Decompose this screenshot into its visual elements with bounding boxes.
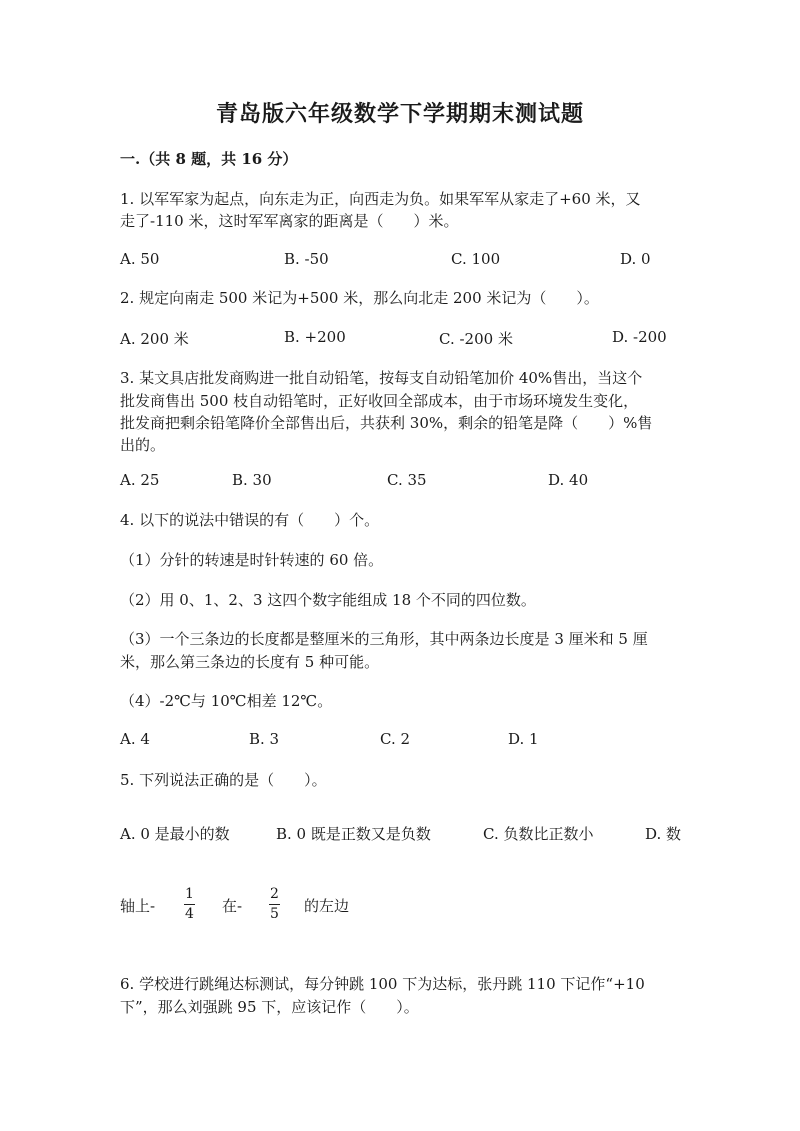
question-3-line-1: 3. 某文具店批发商购进一批自动铅笔，按每支自动铅笔加价 40%售出，当这个 (120, 369, 643, 387)
q4-statement-1: （1）分针的转速是时针转速的 60 倍。 (120, 551, 384, 569)
q5-option-d-prefix: 轴上- (120, 897, 156, 915)
question-1-line-2: 走了-110 米，这时军军离家的距离是（ ）米。 (120, 212, 459, 230)
q5-option-a: A. 0 是最小的数 (120, 825, 230, 843)
question-6-line-2: 下”，那么刘强跳 95 下，应该记作（ ）。 (120, 998, 419, 1016)
fraction-1-denominator: 4 (185, 906, 194, 922)
question-3-line-4: 出的。 (120, 436, 166, 454)
q4-option-b: B. 3 (249, 730, 280, 748)
q1-option-a: A. 50 (120, 250, 160, 268)
fraction-one-quarter (184, 886, 195, 922)
q3-option-a: A. 25 (120, 471, 160, 489)
q2-option-d: D. -200 (612, 328, 667, 346)
question-3-line-3: 批发商把剩余铅笔降价全部售出后，共获利 30%，剩余的铅笔是降（ ）%售 (120, 414, 653, 432)
q4-option-d: D. 1 (508, 730, 539, 748)
q1-option-b: B. -50 (284, 250, 329, 268)
q4-statement-3-line-1: （3）一个三条边的长度都是整厘米的三角形，其中两条边长度是 3 厘米和 5 厘 (120, 630, 648, 648)
section-header: 一.（共 8 题，共 16 分） (120, 150, 298, 168)
question-1-line-1: 1. 以军军家为起点，向东走为正，向西走为负。如果军军从家走了+60 米，又 (120, 190, 641, 208)
q5-option-d-suffix: 的左边 (304, 897, 350, 915)
q1-option-c: C. 100 (451, 250, 501, 268)
fraction-1-numerator: 1 (185, 886, 194, 902)
q2-option-c: C. -200 米 (439, 330, 513, 348)
q4-option-a: A. 4 (120, 730, 150, 748)
question-2-line-1: 2. 规定向南走 500 米记为+500 米，那么向北走 200 米记为（ ）。 (120, 289, 599, 307)
q3-option-c: C. 35 (387, 471, 427, 489)
q2-option-a: A. 200 米 (120, 330, 189, 348)
q3-option-b: B. 30 (232, 471, 272, 489)
q5-option-d: D. 数 (645, 825, 682, 843)
fraction-2-denominator: 5 (270, 906, 279, 922)
question-3-line-2: 批发商售出 500 枝自动铅笔时，正好收回全部成本，由于市场环境发生变化， (120, 392, 639, 410)
fraction-1-bar (184, 904, 195, 905)
fraction-2-bar (269, 904, 280, 905)
question-6-line-1: 6. 学校进行跳绳达标测试，每分钟跳 100 下为达标，张丹跳 110 下记作“+10 (120, 975, 645, 993)
q5-option-d-middle: 在- (222, 897, 243, 915)
question-4-line-1: 4. 以下的说法中错误的有（ ）个。 (120, 511, 380, 529)
q5-option-c: C. 负数比正数小 (483, 825, 594, 843)
fraction-two-fifths (269, 886, 280, 922)
q4-statement-2: （2）用 0、1、2、3 这四个数字能组成 18 个不同的四位数。 (120, 591, 536, 609)
page-title: 青岛版六年级数学下学期期末测试题 (215, 101, 584, 127)
q1-option-d: D. 0 (620, 250, 651, 268)
q4-statement-4: （4）-2℃与 10℃相差 12℃。 (120, 692, 333, 710)
q4-option-c: C. 2 (380, 730, 411, 748)
question-5-line-1: 5. 下列说法正确的是（ ）。 (120, 771, 327, 789)
q2-option-b: B. +200 (284, 328, 346, 346)
q5-option-b: B. 0 既是正数又是负数 (276, 825, 431, 843)
q4-statement-3-line-2: 米，那么第三条边的长度有 5 种可能。 (120, 653, 380, 671)
fraction-2-numerator: 2 (270, 886, 279, 902)
q3-option-d: D. 40 (548, 471, 589, 489)
